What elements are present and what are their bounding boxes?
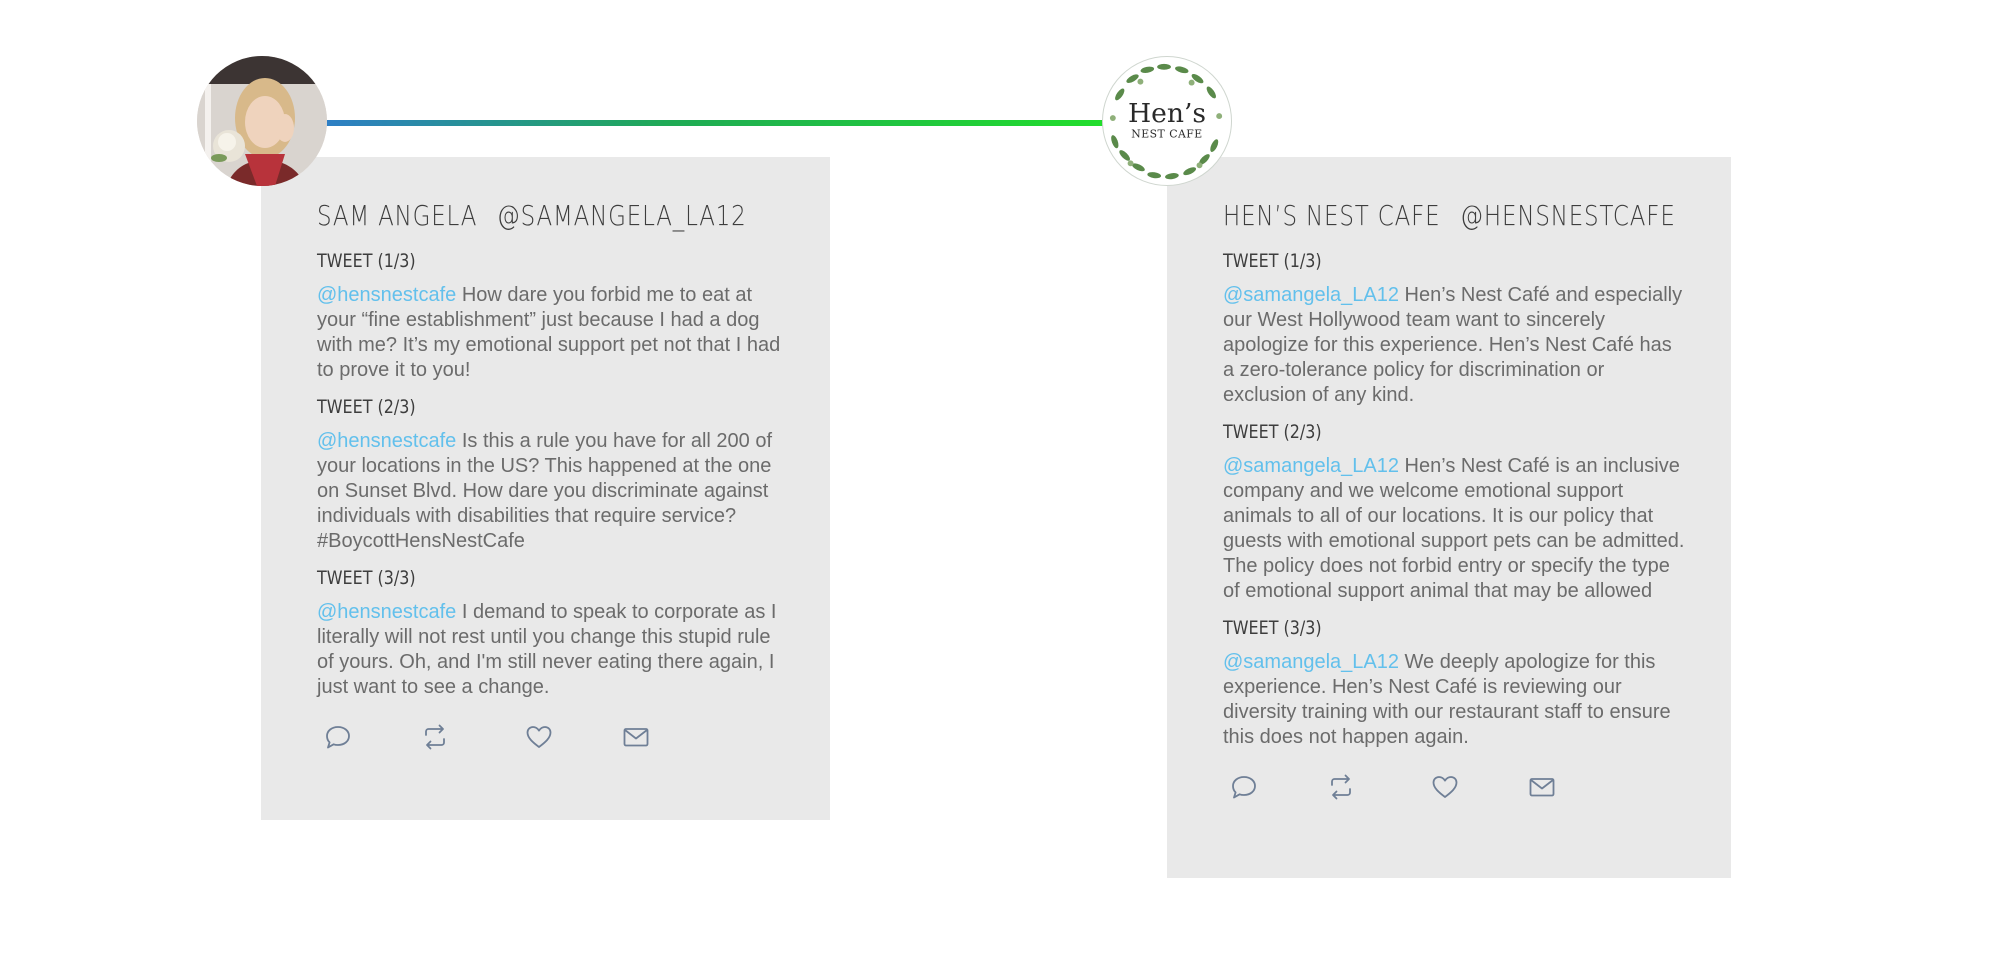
like-button[interactable] — [1428, 770, 1462, 804]
tweet-text: Is this a rule you have for all 200 of your locations in the US? This happened at the one on Sunset Blvd. How dare you discriminate against individuals with disabilities that require service? #BoycottHensNestCafe — [317, 430, 773, 552]
mention-link[interactable]: @samangela_LA12 — [1223, 284, 1399, 306]
reply-button[interactable] — [1227, 770, 1261, 804]
tweet-actions — [1223, 770, 1685, 804]
tweet-text: I demand to speak to corporate as I literally will not rest until you change this stupid rule of yours. Oh, and I'm still never eating there again, I just want to see a change. — [317, 601, 777, 698]
profile-header — [317, 193, 747, 237]
like-button[interactable] — [522, 720, 556, 754]
mention-link[interactable]: @hensnestcafe — [317, 601, 457, 623]
heart-icon — [1430, 772, 1460, 802]
tweet-label: TWEET (1/3) — [1223, 250, 1322, 272]
reply-icon — [1229, 772, 1259, 802]
user-handle[interactable]: @HENSNESTCAFE — [1460, 198, 1676, 232]
tweet-body — [1223, 650, 1685, 750]
message-button[interactable] — [619, 720, 653, 754]
reply-button[interactable] — [321, 720, 355, 754]
logo-text-line2: NEST CAFE — [1131, 127, 1203, 141]
tweet-text: Hen’s Nest Café is an inclusive company and we welcome emotional support animals to all of our locations. It is our policy that guests with emotional support pets can be admitted. The policy does not forbid entry or specify the type of emotional support animal that may be allowed — [1223, 455, 1685, 602]
tweet-body — [1223, 283, 1685, 408]
tweet-actions — [317, 720, 782, 754]
message-button[interactable] — [1525, 770, 1559, 804]
mention-link[interactable]: @hensnestcafe — [317, 284, 457, 306]
tweet-body — [317, 429, 782, 554]
tweet-text: Hen’s Nest Café and especially our West Hollywood team want to sincerely apologize for this experience. Hen’s Nest Café has a zero-tolerance policy for discrimination or exclusion of any kind. — [1223, 284, 1683, 406]
mail-icon — [1527, 772, 1557, 802]
tweet-body — [317, 283, 782, 383]
display-name[interactable]: HEN’S NEST CAFE — [1223, 198, 1441, 232]
tweet-label: TWEET (1/3) — [317, 250, 416, 272]
mention-link[interactable]: @hensnestcafe — [317, 430, 457, 452]
retweet-button[interactable] — [418, 720, 452, 754]
retweet-button[interactable] — [1324, 770, 1358, 804]
tweet-label: TWEET (3/3) — [317, 567, 416, 589]
mention-link[interactable]: @samangela_LA12 — [1223, 651, 1399, 673]
tweet-text: How dare you forbid me to eat at your “fine establishment” just because I had a dog with me? It’s my emotional support pet not that I had to prove it to you! — [317, 284, 781, 381]
retweet-icon — [1326, 772, 1356, 802]
tweet-body — [1223, 454, 1685, 604]
reply-icon — [323, 722, 353, 752]
avatar-hens-nest-cafe[interactable] — [1102, 56, 1232, 186]
tweet-label: TWEET (3/3) — [1223, 617, 1322, 639]
hens-nest-logo — [1103, 57, 1231, 185]
tweet-body — [317, 600, 782, 700]
user-handle[interactable]: @SAMANGELA_LA12 — [496, 198, 747, 232]
connector-line — [295, 120, 1125, 126]
heart-icon — [524, 722, 554, 752]
tweet-card-sam-angela — [261, 157, 830, 820]
tweet-card-hens-nest-cafe — [1167, 157, 1731, 878]
tweet-label: TWEET (2/3) — [1223, 421, 1322, 443]
avatar-sam-angela[interactable] — [197, 56, 327, 186]
mention-link[interactable]: @samangela_LA12 — [1223, 455, 1399, 477]
tweet-label: TWEET (2/3) — [317, 396, 416, 418]
logo-text-line1: Hen’s — [1127, 97, 1207, 129]
profile-header — [1223, 193, 1676, 237]
mail-icon — [621, 722, 651, 752]
tweet-text: We deeply apologize for this experience. Hen’s Nest Café is reviewing our diversity training with our restaurant staff to ensure this does not happen again. — [1223, 651, 1671, 748]
display-name[interactable]: SAM ANGELA — [317, 198, 478, 232]
avatar-photo — [197, 56, 327, 186]
retweet-icon — [420, 722, 450, 752]
